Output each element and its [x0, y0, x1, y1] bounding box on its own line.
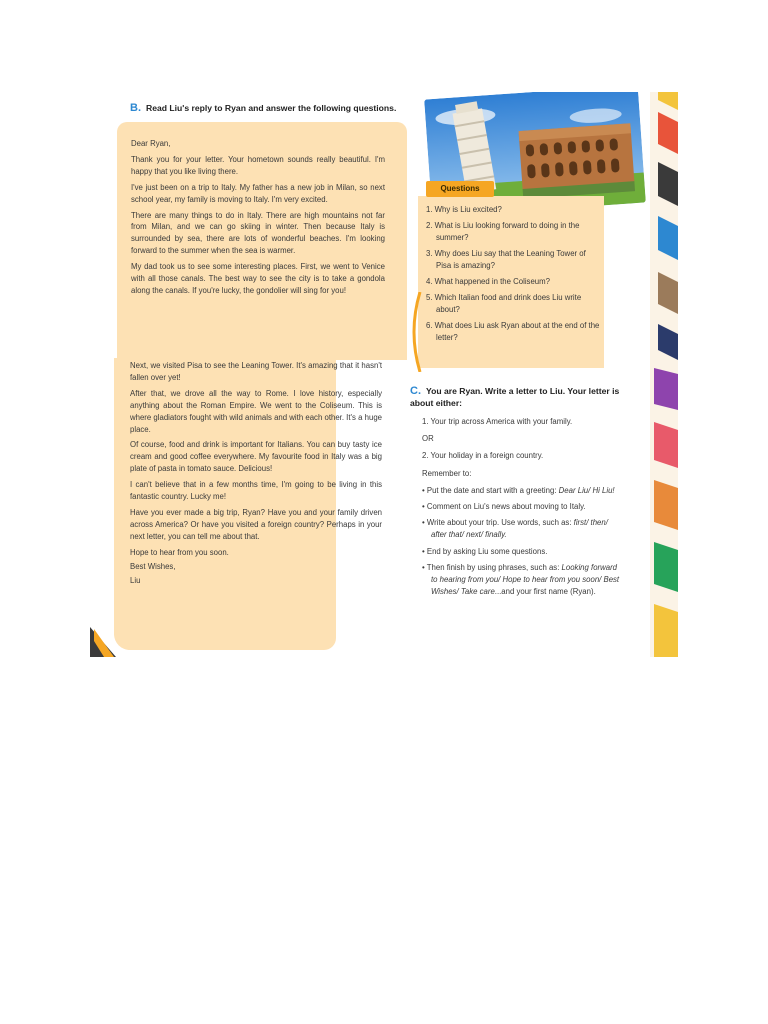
accent-curve [408, 292, 422, 372]
question-item: 5. Which Italian food and drink does Liu write about? [426, 293, 582, 314]
coliseum-icon [519, 123, 635, 199]
letter-text-bottom [130, 360, 382, 588]
question-item: 1. Why is Liu excited? [426, 205, 502, 214]
letter-paragraph: Thank you for your letter. Your hometown sounds really beautiful. I'm happy that you like living there. [131, 154, 385, 176]
letter-signature: Liu [130, 575, 141, 585]
question-item: 3. Why does Liu say that the Leaning Tower of Pisa is amazing? [426, 249, 586, 270]
questions-list [426, 204, 602, 348]
questions-label: Questions [426, 181, 494, 197]
letter-paragraph: Dear Ryan, [131, 139, 171, 148]
instruction-bullet: • Put the date and start with a greeting: Dear Liu/ Hi Liu! [422, 485, 615, 495]
letter-paragraph: There are many things to do in Italy. There are high mountains not far from Milan, and we can go skiing in winter. Then because Italy is surrounded by sea, there are lots of wonderful beaches. I'm looking forward to the summer when the sea is warmer. [131, 210, 385, 256]
decorative-stripe-border [650, 92, 678, 657]
question-item: 6. What does Liu ask Ryan about at the end of the letter? [426, 321, 600, 342]
instruction-bullet: • End by asking Liu some questions. [422, 546, 548, 556]
remember-label: Remember to: [422, 468, 472, 478]
letter-paragraph: I can't believe that in a few months time, I'm going to be living in this fantastic country. Lucky me! [130, 480, 382, 502]
letter-paragraph: Of course, food and drink is important for Italians. You can buy tasty ice cream and good coffee everywhere. My favourite food in Italy was a big plate of pasta in tomato sauce. Delicious! [130, 440, 382, 474]
option-or: OR [422, 434, 434, 444]
option-1: 1. Your trip across America with your family. [422, 417, 573, 426]
instruction-bullet: • Then finish by using phrases, such as: Looking forward to hearing from you/ Hope to hear from you soon/ Best Wishes/ Take care...and your first name (Ryan). [422, 562, 620, 597]
section-c-instructions [422, 416, 622, 602]
section-b-letter: B. [130, 102, 141, 114]
textbook-page [90, 92, 678, 657]
section-b-heading: B. Read Liu's reply to Ryan and answer the following questions. [130, 102, 397, 114]
letter-text-top [131, 138, 385, 301]
question-item: 2. What is Liu looking forward to doing in the summer? [426, 221, 580, 242]
corner-decoration [90, 627, 116, 657]
letter-paragraph: My dad took us to see some interesting places. First, we went to Venice with all those canals. The best way to see the city is to take a gondola along the canals. If you're lucky, the gondolier will sing for you! [131, 262, 385, 295]
question-item: 4. What happened in the Coliseum? [426, 277, 550, 286]
section-c-letter: C. [410, 385, 421, 397]
letter-paragraph: Have you ever made a big trip, Ryan? Have you and your family driven across America? Or have you visited a foreign country? Perhaps in your next letter, you can tell me about that. [130, 507, 382, 541]
letter-paragraph: Next, we visited Pisa to see the Leaning Tower. It's amazing that it hasn't fallen over yet! [130, 361, 382, 382]
letter-paragraph: I've just been on a trip to Italy. My father has a new job in Milan, so next school year, my family is moving to Italy. I'm very excited. [131, 182, 385, 204]
letter-paragraph: After that, we drove all the way to Rome. I love history, especially anything about the Roman Empire. We went to the Coliseum. This is where gladiators fought with wild animals and with each other. It's a huge place. [130, 388, 382, 434]
letter-signoff: Best Wishes, [130, 561, 176, 571]
instruction-bullet: • Write about your trip. Use words, such as: first/ then/ after that/ next/ finally. [422, 518, 608, 540]
section-c-heading: C. You are Ryan. Write a letter to Liu. Your letter is about either: [410, 385, 620, 408]
instruction-bullet: • Comment on Liu's news about moving to Italy. [422, 502, 586, 512]
option-2: 2. Your holiday in a foreign country. [422, 451, 544, 461]
letter-closing: Hope to hear from you soon. [130, 547, 229, 557]
